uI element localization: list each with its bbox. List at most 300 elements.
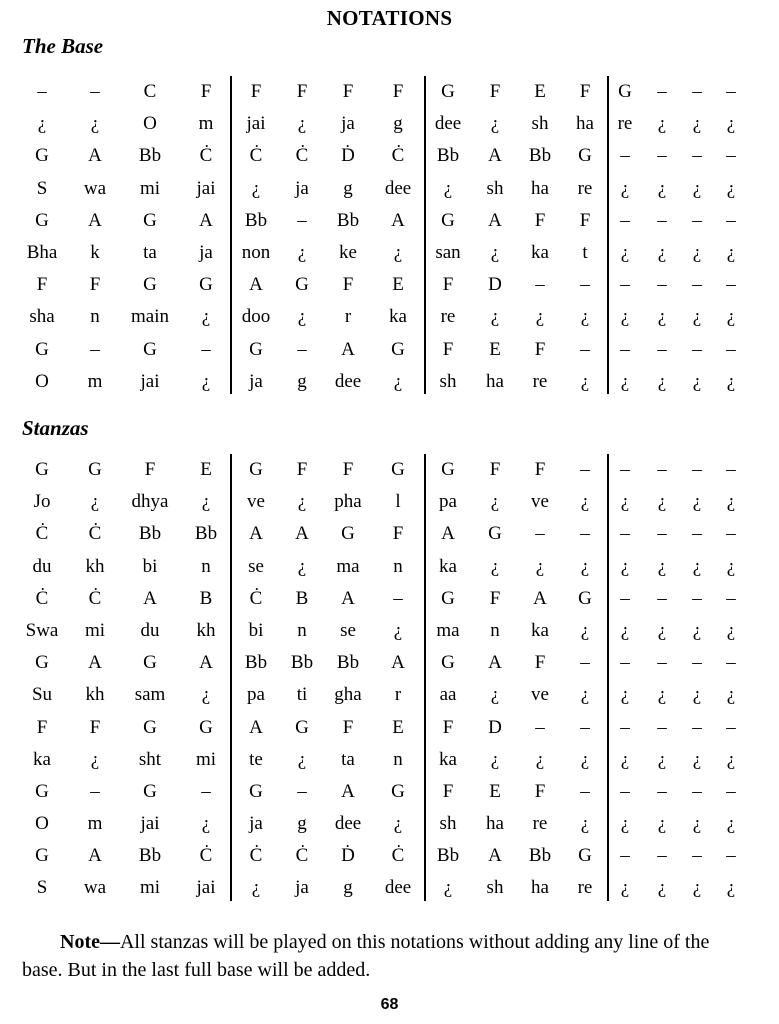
measure-bar-line: [424, 454, 426, 901]
notation-cell: Ċ: [391, 145, 405, 167]
notation-cell: Ḋ: [341, 145, 355, 167]
notation-cell: dee: [384, 877, 412, 899]
notation-cell: g: [297, 370, 307, 392]
notation-cell: O: [143, 113, 157, 135]
notation-cell: ¿: [297, 555, 307, 577]
notation-cell: ¿: [201, 684, 211, 706]
notation-cell: ta: [341, 748, 355, 770]
notation-cell: D: [488, 716, 502, 738]
notation-cell: A: [341, 338, 355, 360]
notation-cell: –: [580, 274, 590, 296]
notation-cell: gha: [334, 684, 362, 706]
notation-cell: re: [532, 370, 548, 392]
notation-cell: F: [534, 209, 546, 231]
notation-cell: G: [391, 459, 405, 480]
notation-cell: –: [535, 716, 545, 738]
measure-bar-line: [607, 454, 609, 901]
notation-cell: F: [579, 209, 591, 231]
notation-cell: m: [87, 813, 103, 835]
notation-cell: G: [578, 845, 592, 867]
notation-cell: ma: [336, 555, 360, 577]
notation-cell: Bb: [244, 652, 268, 674]
notation-cell: ¿: [726, 619, 736, 641]
notation-cell: ¿: [726, 748, 736, 770]
notation-cell: –: [37, 81, 47, 102]
notation-cell: te: [249, 748, 263, 770]
notation-cell: ¿: [393, 370, 403, 392]
notation-cell: ¿: [297, 491, 307, 513]
notation-cell: Bb: [194, 523, 218, 545]
notation-cell: ha: [486, 813, 504, 835]
notation-cell: mi: [195, 748, 217, 770]
notation-cell: re: [617, 113, 633, 135]
notation-cell: ¿: [620, 619, 630, 641]
notation-cell: ¿: [657, 684, 667, 706]
notation-cell: E: [200, 459, 212, 480]
notation-cell: G: [199, 716, 213, 738]
notation-cell: ¿: [620, 370, 630, 392]
notation-cell: G: [441, 587, 455, 609]
notation-cell: Ċ: [249, 145, 263, 167]
notation-cell: –: [692, 81, 702, 102]
notation-cell: G: [88, 459, 102, 480]
notation-cell: –: [535, 274, 545, 296]
notation-cell: –: [90, 338, 100, 360]
notation-cell: Ċ: [295, 145, 309, 167]
notation-cell: O: [35, 813, 49, 835]
notation-cell: ¿: [90, 748, 100, 770]
notation-cell: –: [201, 338, 211, 360]
notation-cell: –: [726, 274, 736, 296]
notation-cell: ve: [531, 491, 549, 513]
notation-cell: ja: [295, 177, 309, 199]
notation-cell: g: [297, 813, 307, 835]
notation-cell: Ċ: [88, 523, 102, 545]
notation-cell: ¿: [580, 813, 590, 835]
notation-cell: F: [442, 274, 454, 296]
notation-cell: A: [88, 145, 102, 167]
notation-cell: –: [657, 338, 667, 360]
notation-cell: –: [580, 652, 590, 674]
notation-cell: dhya: [131, 491, 169, 513]
notation-cell: G: [35, 209, 49, 231]
notation-cell: F: [342, 274, 354, 296]
notation-cell: sht: [138, 748, 162, 770]
notation-cell: ¿: [393, 813, 403, 835]
notation-cell: –: [726, 845, 736, 867]
notation-cell: A: [143, 587, 157, 609]
notation-cell: G: [578, 587, 592, 609]
notation-cell: S: [36, 877, 48, 899]
notation-cell: ¿: [580, 619, 590, 641]
notation-cell: –: [580, 716, 590, 738]
notation-cell: ¿: [692, 619, 702, 641]
notation-cell: F: [534, 780, 546, 802]
notation-cell: ¿: [37, 113, 47, 135]
notation-cell: A: [249, 523, 263, 545]
notation-cell: ¿: [201, 491, 211, 513]
notation-cell: ¿: [620, 813, 630, 835]
notation-cell: mi: [139, 877, 161, 899]
notation-cell: ¿: [726, 241, 736, 263]
notation-row: [0, 108, 779, 140]
notation-cell: ¿: [90, 113, 100, 135]
notation-row: [0, 679, 779, 711]
notation-cell: Ḋ: [341, 845, 355, 867]
notation-cell: m: [198, 113, 214, 135]
notation-cell: Bb: [336, 209, 360, 231]
notation-cell: Ċ: [88, 587, 102, 609]
notation-cell: C: [143, 81, 157, 102]
notation-cell: –: [620, 780, 630, 802]
notation-row: [0, 237, 779, 269]
notation-cell: dee: [384, 177, 412, 199]
notation-row: [0, 872, 779, 904]
notation-cell: n: [90, 306, 100, 328]
notation-cell: G: [249, 780, 263, 802]
notation-cell: A: [249, 716, 263, 738]
notation-cell: ka: [33, 748, 51, 770]
notation-cell: A: [341, 780, 355, 802]
notation-cell: G: [249, 338, 263, 360]
notation-cell: –: [726, 716, 736, 738]
notation-cell: ha: [486, 370, 504, 392]
notation-cell: ¿: [393, 241, 403, 263]
notation-cell: G: [578, 145, 592, 167]
notation-cell: G: [143, 716, 157, 738]
notation-cell: ¿: [692, 813, 702, 835]
notation-cell: F: [534, 459, 546, 480]
notation-cell: ¿: [490, 555, 500, 577]
notation-cell: r: [344, 306, 352, 328]
notation-cell: G: [35, 338, 49, 360]
notation-cell: ¿: [443, 877, 453, 899]
notation-cell: ¿: [692, 555, 702, 577]
notation-cell: ¿: [490, 491, 500, 513]
notation-cell: G: [35, 652, 49, 674]
notation-cell: A: [341, 587, 355, 609]
notation-cell: E: [534, 81, 546, 102]
notation-cell: g: [343, 877, 353, 899]
notation-cell: –: [620, 523, 630, 545]
notation-cell: wa: [83, 177, 107, 199]
notation-cell: –: [620, 274, 630, 296]
measure-bar-line: [230, 76, 232, 394]
measure-bar-line: [230, 454, 232, 901]
footnote: [22, 928, 738, 984]
notation-cell: ka: [439, 555, 457, 577]
notation-cell: F: [342, 716, 354, 738]
notation-cell: sha: [29, 306, 55, 328]
notation-cell: A: [249, 274, 263, 296]
notation-cell: F: [36, 274, 48, 296]
notation-cell: –: [657, 459, 667, 480]
notation-cell: pa: [439, 491, 457, 513]
notation-cell: Ċ: [35, 523, 49, 545]
notation-cell: ¿: [657, 555, 667, 577]
notation-cell: A: [488, 145, 502, 167]
notation-cell: Bb: [528, 845, 552, 867]
notation-cell: mi: [139, 177, 161, 199]
notation-cell: A: [533, 587, 547, 609]
notation-cell: ¿: [393, 619, 403, 641]
notation-cell: F: [342, 459, 354, 480]
notation-cell: A: [88, 209, 102, 231]
note-label: Note—: [60, 931, 120, 953]
notation-cell: –: [580, 780, 590, 802]
notation-row: [0, 647, 779, 679]
notation-cell: t: [582, 241, 588, 263]
notation-cell: Ċ: [391, 845, 405, 867]
notation-cell: ¿: [490, 684, 500, 706]
notation-row: [0, 269, 779, 301]
notation-cell: Bb: [244, 209, 268, 231]
notation-cell: A: [88, 845, 102, 867]
notation-cell: ¿: [620, 555, 630, 577]
notation-cell: A: [199, 209, 213, 231]
notation-cell: –: [726, 459, 736, 480]
notation-cell: ¿: [657, 177, 667, 199]
notation-cell: –: [692, 716, 702, 738]
notation-cell: –: [657, 652, 667, 674]
notation-cell: jai: [140, 813, 160, 835]
notation-cell: Ċ: [35, 587, 49, 609]
notation-cell: Ċ: [249, 845, 263, 867]
notation-cell: ¿: [297, 113, 307, 135]
notation-cell: F: [392, 523, 404, 545]
page-title: NOTATIONS: [326, 6, 453, 30]
notation-cell: ti: [296, 684, 308, 706]
notation-cell: G: [35, 145, 49, 167]
notation-cell: –: [726, 780, 736, 802]
notation-cell: dee: [334, 370, 362, 392]
notation-cell: Ċ: [199, 845, 213, 867]
notation-cell: ke: [339, 241, 357, 263]
notation-cell: l: [395, 491, 401, 513]
notation-cell: G: [35, 459, 49, 480]
notation-cell: ka: [531, 619, 549, 641]
notation-cell: ¿: [620, 877, 630, 899]
notation-cell: ¿: [657, 877, 667, 899]
notation-cell: non: [241, 241, 271, 263]
notation-cell: –: [692, 209, 702, 231]
notation-cell: ¿: [692, 177, 702, 199]
notation-cell: E: [392, 274, 404, 296]
notation-cell: ¿: [726, 491, 736, 513]
notation-cell: A: [391, 209, 405, 231]
notation-cell: –: [692, 780, 702, 802]
notation-cell: ma: [436, 619, 460, 641]
notation-cell: ¿: [251, 877, 261, 899]
notation-cell: ja: [341, 113, 355, 135]
notation-cell: G: [143, 209, 157, 231]
notation-cell: du: [140, 619, 160, 641]
notation-cell: Bb: [436, 845, 460, 867]
notation-cell: kh: [85, 555, 105, 577]
notation-cell: ja: [249, 370, 263, 392]
notation-cell: ¿: [580, 370, 590, 392]
notation-cell: –: [580, 459, 590, 480]
notation-cell: k: [90, 241, 100, 263]
notation-cell: jai: [196, 877, 216, 899]
notation-cell: ja: [249, 813, 263, 835]
notation-cell: G: [391, 338, 405, 360]
notation-cell: ka: [439, 748, 457, 770]
notation-cell: n: [393, 748, 403, 770]
notation-cell: A: [295, 523, 309, 545]
notation-cell: ¿: [726, 877, 736, 899]
notation-cell: ¿: [657, 748, 667, 770]
notation-row: [0, 366, 779, 398]
notation-cell: g: [393, 113, 403, 135]
notation-row: [0, 551, 779, 583]
notation-cell: ja: [199, 241, 213, 263]
notation-cell: Su: [31, 684, 53, 706]
notation-cell: ¿: [726, 555, 736, 577]
notation-cell: ¿: [201, 813, 211, 835]
notation-cell: jai: [196, 177, 216, 199]
notation-cell: ¿: [657, 491, 667, 513]
notation-cell: sh: [439, 813, 457, 835]
notation-cell: G: [295, 716, 309, 738]
notation-cell: bi: [248, 619, 264, 641]
notation-cell: ¿: [692, 684, 702, 706]
base-section-heading: The Base: [22, 34, 104, 58]
notation-cell: re: [577, 177, 593, 199]
notation-row: [0, 76, 779, 108]
notation-cell: ¿: [535, 748, 545, 770]
notation-cell: G: [441, 459, 455, 480]
notation-cell: –: [692, 523, 702, 545]
notation-cell: ¿: [620, 306, 630, 328]
notation-cell: F: [534, 338, 546, 360]
notation-cell: F: [442, 716, 454, 738]
notation-cell: F: [489, 81, 501, 102]
notation-cell: ¿: [490, 241, 500, 263]
notation-cell: –: [580, 523, 590, 545]
notation-cell: bi: [142, 555, 158, 577]
notation-cell: ¿: [657, 813, 667, 835]
notation-cell: –: [692, 459, 702, 480]
notation-cell: ¿: [657, 619, 667, 641]
notation-cell: ¿: [490, 306, 500, 328]
notation-cell: S: [36, 177, 48, 199]
notation-cell: G: [488, 523, 502, 545]
notation-cell: –: [657, 845, 667, 867]
notation-cell: –: [726, 652, 736, 674]
notation-cell: E: [489, 338, 501, 360]
notation-row: [0, 301, 779, 333]
notation-cell: –: [90, 81, 100, 102]
note-text: All stanzas will be played on this notations without adding any line of the base. But in the last full base will be added.: [22, 931, 710, 981]
notation-cell: ¿: [580, 306, 590, 328]
notation-cell: F: [36, 716, 48, 738]
notation-cell: r: [394, 684, 402, 706]
page-number: 68: [380, 996, 399, 1013]
notation-cell: san: [435, 241, 461, 263]
notation-cell: Ċ: [249, 587, 263, 609]
notation-cell: A: [488, 209, 502, 231]
notation-cell: ¿: [726, 113, 736, 135]
notation-cell: F: [296, 81, 308, 102]
notation-cell: G: [35, 780, 49, 802]
notation-cell: ¿: [297, 306, 307, 328]
notation-cell: sh: [486, 177, 504, 199]
notation-cell: –: [692, 845, 702, 867]
notation-cell: –: [620, 209, 630, 231]
notation-cell: sh: [531, 113, 549, 135]
notation-cell: doo: [241, 306, 271, 328]
notation-cell: ¿: [726, 813, 736, 835]
notation-row: [0, 486, 779, 518]
notation-row: [0, 518, 779, 550]
notation-cell: ¿: [726, 370, 736, 392]
notation-cell: ¿: [580, 555, 590, 577]
notation-row: [0, 140, 779, 172]
notation-cell: sam: [134, 684, 166, 706]
notation-cell: F: [534, 652, 546, 674]
notation-cell: G: [391, 780, 405, 802]
notation-cell: ta: [143, 241, 157, 263]
notation-cell: F: [89, 716, 101, 738]
notation-cell: –: [726, 81, 736, 102]
notation-cell: –: [726, 145, 736, 167]
measure-bar-line: [607, 76, 609, 394]
notation-cell: F: [200, 81, 212, 102]
notation-cell: ve: [247, 491, 265, 513]
notation-cell: –: [657, 780, 667, 802]
stanzas-notation-grid: [0, 454, 779, 905]
notation-cell: A: [441, 523, 455, 545]
notation-cell: n: [490, 619, 500, 641]
stanzas-section-heading: Stanzas: [22, 416, 89, 440]
notation-cell: ha: [576, 113, 594, 135]
notation-cell: sh: [486, 877, 504, 899]
notation-cell: ha: [531, 177, 549, 199]
notation-cell: ¿: [535, 555, 545, 577]
notation-row: [0, 454, 779, 486]
notation-cell: ¿: [580, 748, 590, 770]
notation-cell: ¿: [692, 370, 702, 392]
notation-cell: ¿: [90, 491, 100, 513]
notation-cell: F: [296, 459, 308, 480]
notation-cell: ¿: [443, 177, 453, 199]
notation-cell: G: [341, 523, 355, 545]
notation-cell: B: [199, 587, 213, 609]
notation-cell: G: [249, 459, 263, 480]
notation-cell: –: [657, 274, 667, 296]
notation-cell: pha: [334, 491, 362, 513]
notation-cell: ¿: [535, 306, 545, 328]
notation-cell: G: [441, 652, 455, 674]
notation-cell: –: [620, 338, 630, 360]
notation-cell: A: [391, 652, 405, 674]
notation-cell: ve: [531, 684, 549, 706]
notation-cell: ¿: [580, 491, 590, 513]
notation-cell: ¿: [490, 748, 500, 770]
notation-cell: F: [144, 459, 156, 480]
notation-cell: ¿: [692, 306, 702, 328]
notation-cell: Bb: [138, 523, 162, 545]
notation-row: [0, 840, 779, 872]
notation-cell: pa: [247, 684, 265, 706]
notation-cell: O: [35, 370, 49, 392]
measure-bar-line: [424, 76, 426, 394]
notation-cell: wa: [83, 877, 107, 899]
notation-cell: F: [342, 81, 354, 102]
notation-cell: ¿: [297, 748, 307, 770]
notation-cell: –: [726, 587, 736, 609]
